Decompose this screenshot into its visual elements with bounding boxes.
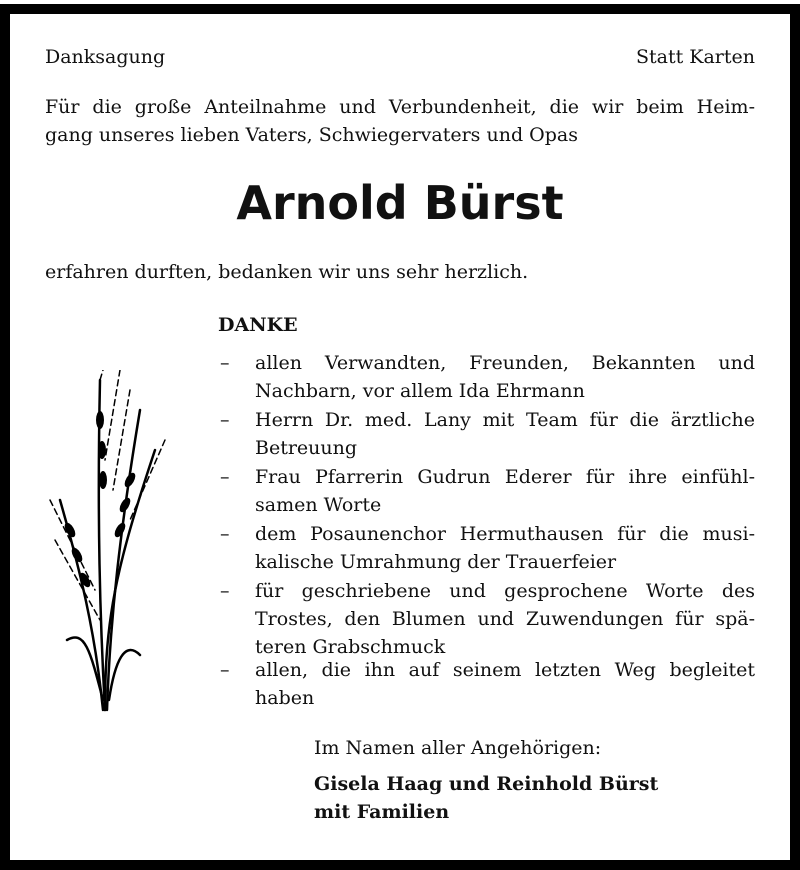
thanks-sentence: erfahren durften, bedanken wir uns sehr herzlich.: [45, 261, 529, 283]
list-item-line: Frau Pfarrerin Gudrun Ederer für ihre einfühl-: [255, 466, 755, 488]
list-item-line: für geschriebene und gesprochene Worte des: [255, 580, 755, 602]
heading-danksagung: Danksagung: [45, 46, 166, 68]
list-item-line: Trostes, den Blumen und Zuwendungen für spä-: [255, 608, 755, 630]
list-item-line: dem Posaunenchor Hermuthausen für die musi-: [255, 523, 755, 545]
list-item-line: haben: [255, 687, 315, 709]
list-item-line: teren Grabschmuck: [255, 636, 446, 658]
intro-line-1: Für die große Anteilnahme und Verbundenheit, die wir beim Heim-: [45, 96, 755, 118]
list-dash: –: [220, 409, 230, 431]
signature-line-1: Gisela Haag und Reinhold Bürst: [314, 773, 659, 795]
heading-statt-karten: Statt Karten: [635, 46, 755, 68]
list-dash: –: [220, 352, 230, 374]
list-item-line: Herrn Dr. med. Lany mit Team für die ärztliche: [255, 409, 755, 431]
deceased-name: Arnold Bürst: [236, 176, 564, 230]
list-item-line: samen Worte: [255, 494, 382, 516]
list-dash: –: [220, 466, 230, 488]
list-item-line: Nachbarn, vor allem Ida Ehrmann: [255, 380, 585, 402]
signature-line-2: mit Familien: [314, 801, 450, 823]
wheat-icon: [45, 370, 175, 715]
danke-heading: DANKE: [218, 314, 298, 336]
closing-line: Im Namen aller Angehörigen:: [314, 737, 602, 759]
list-item-line: Betreuung: [255, 437, 358, 459]
list-item-line: kalische Umrahmung der Trauerfeier: [255, 551, 617, 573]
list-item-line: allen Verwandten, Freunden, Bekannten und: [255, 352, 755, 374]
intro-line-2: gang unseres lieben Vaters, Schwiegervaters und Opas: [45, 124, 578, 146]
list-dash: –: [220, 659, 230, 681]
list-dash: –: [220, 580, 230, 602]
list-dash: –: [220, 523, 230, 545]
list-item-line: allen, die ihn auf seinem letzten Weg begleitet: [255, 659, 755, 681]
